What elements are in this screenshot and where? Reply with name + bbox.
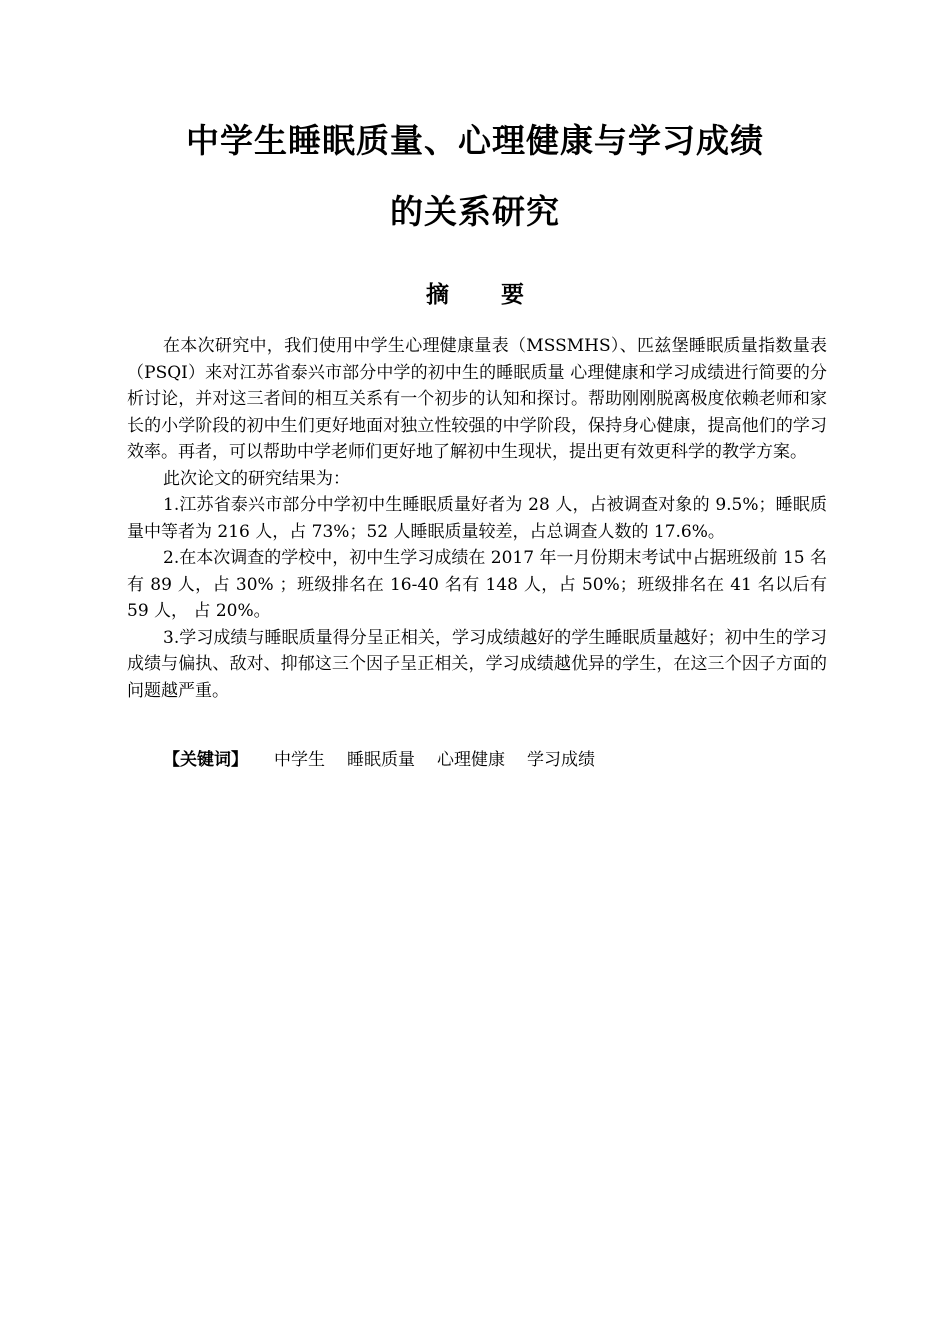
keyword-item: 睡眠质量 [347, 750, 415, 770]
abstract-paragraph-results-lead: 此次论文的研究结果为： [163, 468, 350, 489]
keyword-item: 心理健康 [437, 750, 505, 770]
keywords-label: 【关键词】 [163, 750, 248, 770]
abstract-heading: 摘 要 [425, 282, 524, 308]
keywords-line [163, 746, 843, 774]
abstract-body [127, 333, 827, 704]
keyword-item: 中学生 [274, 750, 325, 770]
abstract-paragraph-result-1: 1.江苏省泰兴市部分中学初中生睡眠质量好者为 28 人，占被调查对象的 9.5%；睡眠质量中等者为 216 人，占 73%；52 人睡眠质量较差，占总调查人数的 17.6%。 [127, 495, 827, 542]
paper-title-line-2: 的关系研究 [390, 192, 560, 231]
abstract-paragraph-intro: 在本次研究中，我们使用中学生心理健康量表（MSSMHS）、匹兹堡睡眠质量指数量表（PSQI）来对江苏省泰兴市部分中学的初中生的睡眠质量 心理健康和学习成绩进行简要的分析讨论，并对这三者间的相互关系有一个初步的认知和探讨。帮助刚刚脱离极度依赖老师和家长的小学阶段的初中生们更好地面对独立性较强的中学阶段，保持身心健康，提高他们的学习效率。再者，可以帮助中学老师们更好地了解初中生现状，提出更有效更科学的教学方案。 [127, 336, 827, 462]
abstract-paragraph-result-3: 3.学习成绩与睡眠质量得分呈正相关，学习成绩越好的学生睡眠质量越好；初中生的学习成绩与偏执、敌对、抑郁这三个因子呈正相关，学习成绩越优异的学生，在这三个因子方面的问题越严重。 [127, 627, 827, 701]
paper-title-line-1: 中学生睡眠质量、心理健康与学习成绩 [186, 121, 764, 160]
abstract-paragraph-result-2: 2.在本次调查的学校中，初中生学习成绩在 2017 年一月份期末考试中占据班级前 15 名有 89 人，占 30% ；班级排名在 16-40 名有 148 人，占 50%；班级排名在 41 名以后有 59 人， 占 20%。 [127, 548, 827, 621]
keyword-item: 学习成绩 [527, 750, 595, 770]
